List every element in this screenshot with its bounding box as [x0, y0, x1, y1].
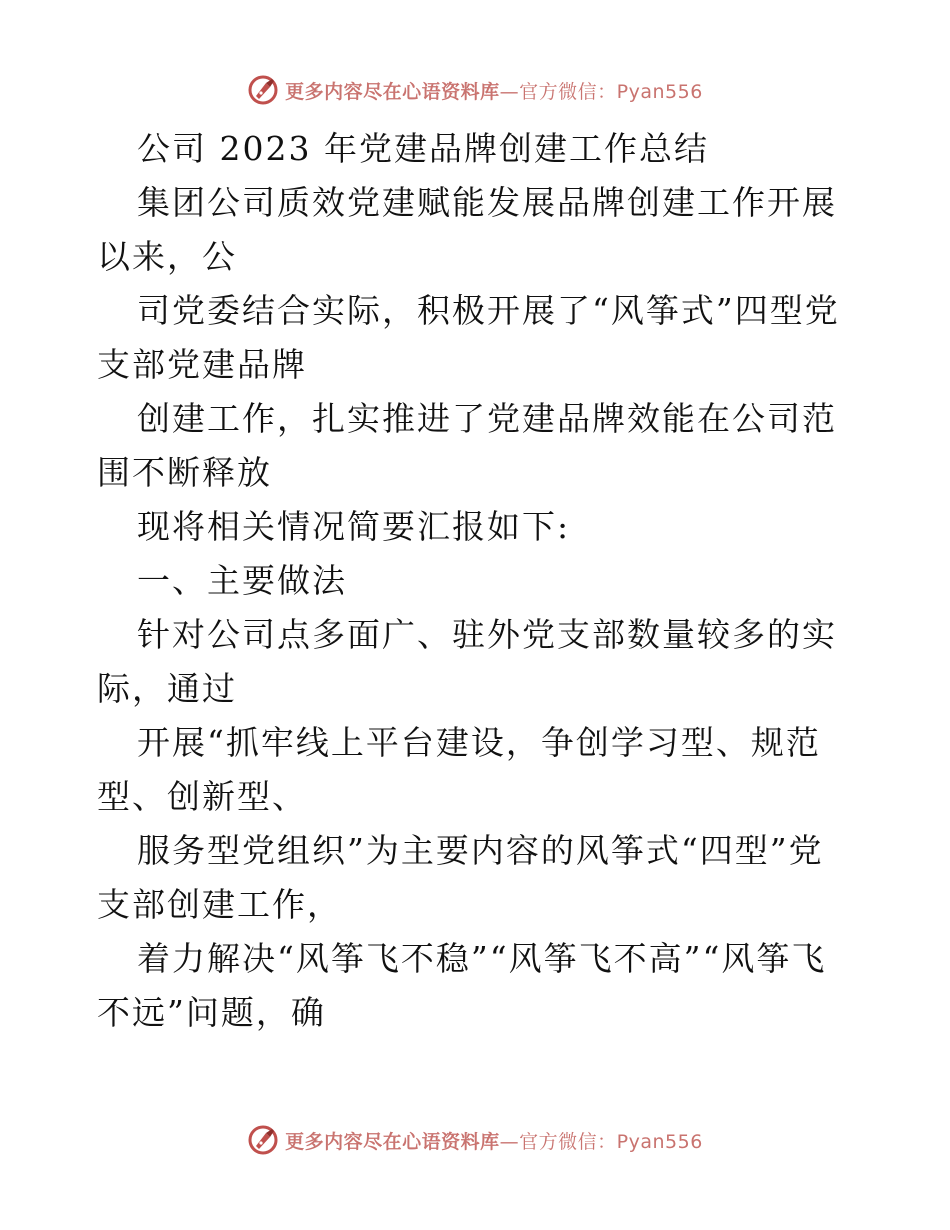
paragraph-5: 针对公司点多面广、驻外党支部数量较多的实际，通过	[97, 615, 837, 708]
section-heading-1: 一、主要做法	[137, 561, 347, 600]
footer-site-text: 更多内容尽在心语资料库	[285, 1130, 500, 1153]
footer-banner	[0, 1120, 950, 1160]
pen-nib-logo-icon	[247, 1124, 279, 1156]
paragraph-8: 着力解决“风筝飞不稳”“风筝飞不高”“风筝飞不远”问题，确	[97, 939, 827, 1032]
paragraph-1: 集团公司质效党建赋能发展品牌创建工作开展以来，公	[97, 183, 837, 276]
header-banner	[0, 70, 950, 110]
paragraph-4: 现将相关情况简要汇报如下:	[137, 507, 571, 546]
pen-nib-logo-icon	[247, 74, 279, 106]
paragraph-3: 创建工作，扎实推进了党建品牌效能在公司范围不断释放	[97, 399, 837, 492]
footer-banner-text	[285, 1127, 703, 1154]
paragraph-7: 服务型党组织”为主要内容的风筝式“四型”党支部创建工作，	[97, 831, 824, 924]
document-body	[97, 122, 857, 1040]
paragraph-6: 开展“抓牢线上平台建设，争创学习型、规范型、创新型、	[97, 723, 821, 816]
document-title: 公司 2023 年党建品牌创建工作总结	[137, 129, 709, 168]
footer-separator: —	[499, 1130, 520, 1153]
header-banner-text	[285, 77, 703, 104]
footer-wechat-text: 官方微信：Pyan556	[519, 1130, 703, 1153]
header-site-text: 更多内容尽在心语资料库	[285, 80, 500, 103]
header-separator: —	[499, 80, 520, 103]
header-wechat-text: 官方微信：Pyan556	[519, 80, 703, 103]
paragraph-2: 司党委结合实际，积极开展了“风筝式”四型党支部党建品牌	[97, 291, 840, 384]
